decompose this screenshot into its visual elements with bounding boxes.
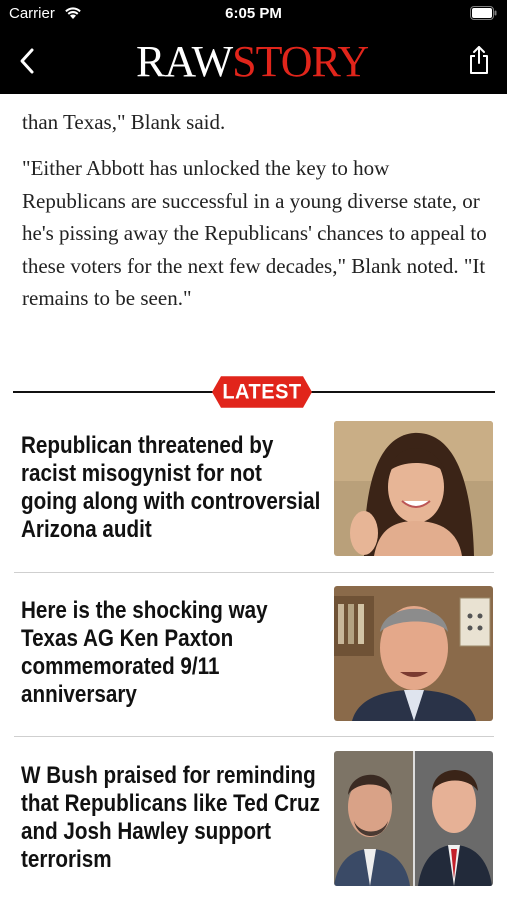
logo-raw: RAW <box>136 37 233 86</box>
logo-story: STORY <box>232 37 369 86</box>
story-thumbnail-man[interactable] <box>334 586 493 721</box>
chevron-left-icon[interactable] <box>14 44 40 78</box>
share-icon[interactable] <box>467 44 491 76</box>
story-item[interactable] <box>14 751 494 887</box>
battery-icon <box>470 6 497 20</box>
story-title[interactable]: Here is the shocking way Texas AG Ken Paxton commemorated 9/11 anniversary <box>21 597 268 708</box>
clock: 6:05 PM <box>225 5 282 22</box>
carrier-label: Carrier <box>9 5 55 22</box>
rawstory-logo[interactable] <box>136 38 368 84</box>
story-title[interactable]: Republican threatened by racist misogynist for not going along with controversial Arizona audit <box>21 432 321 543</box>
latest-section-header <box>13 377 495 409</box>
navigation-bar <box>0 28 507 94</box>
status-bar <box>0 0 507 28</box>
story-item[interactable] <box>14 421 494 559</box>
story-thumbnail-woman[interactable] <box>334 421 493 556</box>
article-paragraph: "Either Abbott has unlocked the key to how Republicans are successful in a young diverse state, or he's pissing away the Republicans' chances to appeal to these voters for the next few decades," Blank noted. "It remains to be seen." <box>22 156 487 310</box>
top-bar <box>0 0 507 94</box>
story-divider <box>14 736 494 737</box>
story-item[interactable] <box>14 586 494 722</box>
story-title[interactable]: W Bush praised for reminding that Republicans like Ted Cruz and Josh Hawley support terrorism <box>21 762 320 873</box>
story-thumbnail-two-men[interactable] <box>334 751 493 886</box>
article-paragraph: than Texas," Blank said. <box>22 110 226 134</box>
story-divider <box>14 572 494 573</box>
latest-badge: LATEST <box>221 376 303 408</box>
